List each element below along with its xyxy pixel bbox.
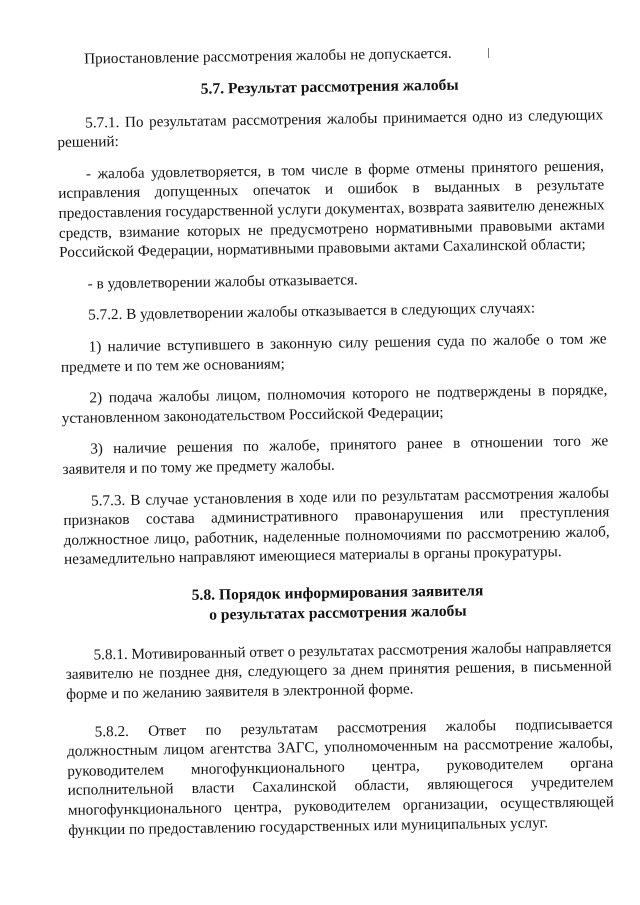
paragraph-5-7-2-item-3: 3) наличие решения по жалобе, принятого ранее в отношении того же заявителя и по тому же предмету жалобы.	[62, 432, 609, 478]
paragraph-5-8-1: 5.8.1. Мотивированный ответ о результатах рассмотрения жалобы направляется заявителю не позднее дня, следующего за днем принятия решения, в письменной форме и по желанию заявителя в электронной форме.	[65, 638, 612, 703]
paragraph-5-8-2: 5.8.2. Ответ по результатам рассмотрения жалобы подписывается должностным лицом агентства ЗАГС, уполномоченным на рассмотрение жалобы, руководителем многофункционального центра, руководителем органа исполнительной власти Сахалинской области, являющегося учредителем многофункционального центра, руководителем организации, осуществляющей функции по предоставлению государственных или муниципальных услуг.	[66, 714, 615, 839]
paragraph-5-7-2-item-2: 2) подача жалобы лицом, полномочия которого не подтверждены в порядке, установленном законодательством Российской Федерации;	[61, 381, 608, 427]
paragraph-5-7-2-item-1: 1) наличие вступившего в законную силу решения суда по жалобе о том же предмете и по тем же основаниям;	[60, 330, 607, 376]
section-heading-5-8-line1: 5.8. Порядок информирования заявителя	[191, 582, 484, 604]
paragraph-intro: Приостановление рассмотрения жалобы не допускается.	[84, 44, 452, 68]
paragraph-5-7-1: 5.7.1. По результатам рассмотрения жалобы принимается одно из следующих решений:	[57, 106, 604, 152]
paragraph-5-7-1-option-b: - в удовлетворении жалобы отказывается.	[87, 271, 358, 293]
paragraph-5-7-1-option-a: - жалоба удовлетворяется, в том числе в форме отмены принятого решения, исправления допущенных опечаток и ошибок в выданных в результате предоставления государственной услуги документах, возврата заявителю денежных средств, взимание которых не предусмотрено нормативными правовыми актами Российской Федерации, нормативными правовыми актами Сахалинской области;	[58, 157, 605, 262]
paragraph-5-7-2: 5.7.2. В удовлетворении жалобы отказывается в следующих случаях:	[88, 299, 536, 324]
document-body	[56, 41, 614, 840]
section-heading-5-7: 5.7. Результат рассмотрения жалобы	[200, 76, 459, 98]
section-heading-5-8-line2: о результатах рассмотрения жалобы	[209, 602, 467, 624]
paragraph-5-7-3: 5.7.3. В случае установления в ходе или по результатам рассмотрения жалобы признаков состава административного правонарушения или преступления должностное лицо, работник, наделенные полномочиями по рассмотрению жалоб, незамедлительно направляют имеющиеся материалы в органы прокуратуры.	[63, 483, 610, 569]
